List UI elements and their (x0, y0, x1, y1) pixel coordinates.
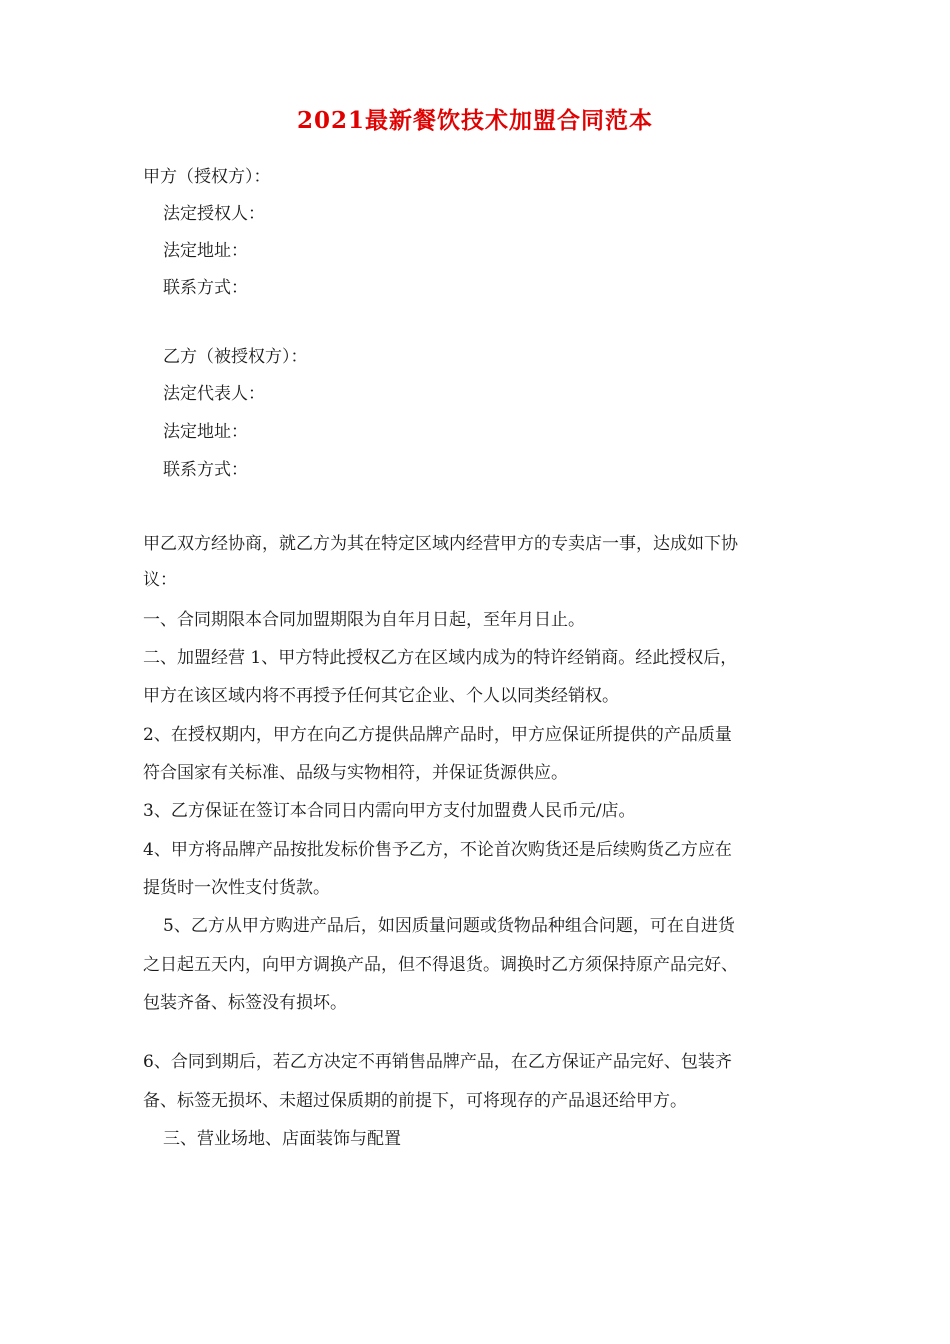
party-b-heading: 乙方（被授权方）： (163, 347, 308, 367)
party-b-rep: 法定代表人： (163, 384, 265, 404)
body-line: 三、营业场地、店面装饰与配置 (163, 1129, 401, 1149)
document-title: 2021最新餐饮技术加盟合同范本 (296, 107, 653, 134)
body-line: 5、乙方从甲方购进产品后，如因质量问题或货物品种组合问题，可在自进货 (163, 916, 735, 936)
body-line: 甲乙双方经协商，就乙方为其在特定区域内经营甲方的专卖店一事，达成如下协 (143, 534, 738, 554)
party-b-contact: 联系方式： (163, 460, 248, 480)
party-a-contact: 联系方式： (163, 278, 248, 298)
body-line: 符合国家有关标准、品级与实物相符，并保证货源供应。 (143, 763, 568, 783)
body-line: 6、合同到期后，若乙方决定不再销售品牌产品，在乙方保证产品完好、包装齐 (143, 1052, 732, 1072)
body-line: 2、在授权期内，甲方在向乙方提供品牌产品时，甲方应保证所提供的产品质量 (143, 725, 732, 745)
party-a-address: 法定地址： (163, 241, 248, 261)
body-line: 备、标签无损坏、未超过保质期的前提下，可将现存的产品退还给甲方。 (143, 1091, 687, 1111)
body-line: 3、乙方保证在签订本合同日内需向甲方支付加盟费人民币元/店。 (143, 801, 636, 821)
party-a-rep: 法定授权人： (163, 204, 265, 224)
body-line: 包装齐备、标签没有损坏。 (143, 993, 347, 1013)
body-line: 提货时一次性支付货款。 (143, 878, 330, 898)
body-line: 一、合同期限本合同加盟期限为自年月日起，至年月日止。 (143, 610, 585, 630)
party-a-heading: 甲方（授权方）： (143, 167, 271, 187)
party-b-address: 法定地址： (163, 422, 248, 442)
body-line: 4、甲方将品牌产品按批发标价售予乙方，不论首次购货还是后续购货乙方应在 (143, 840, 732, 860)
body-line: 之日起五天内，向甲方调换产品，但不得退货。调换时乙方须保持原产品完好、 (143, 955, 738, 975)
body-line: 议： (143, 570, 177, 590)
body-line: 甲方在该区域内将不再授予任何其它企业、个人以同类经销权。 (143, 686, 619, 706)
body-line: 二、加盟经营 1、甲方特此授权乙方在区域内成为的特许经销商。经此授权后， (143, 648, 738, 668)
